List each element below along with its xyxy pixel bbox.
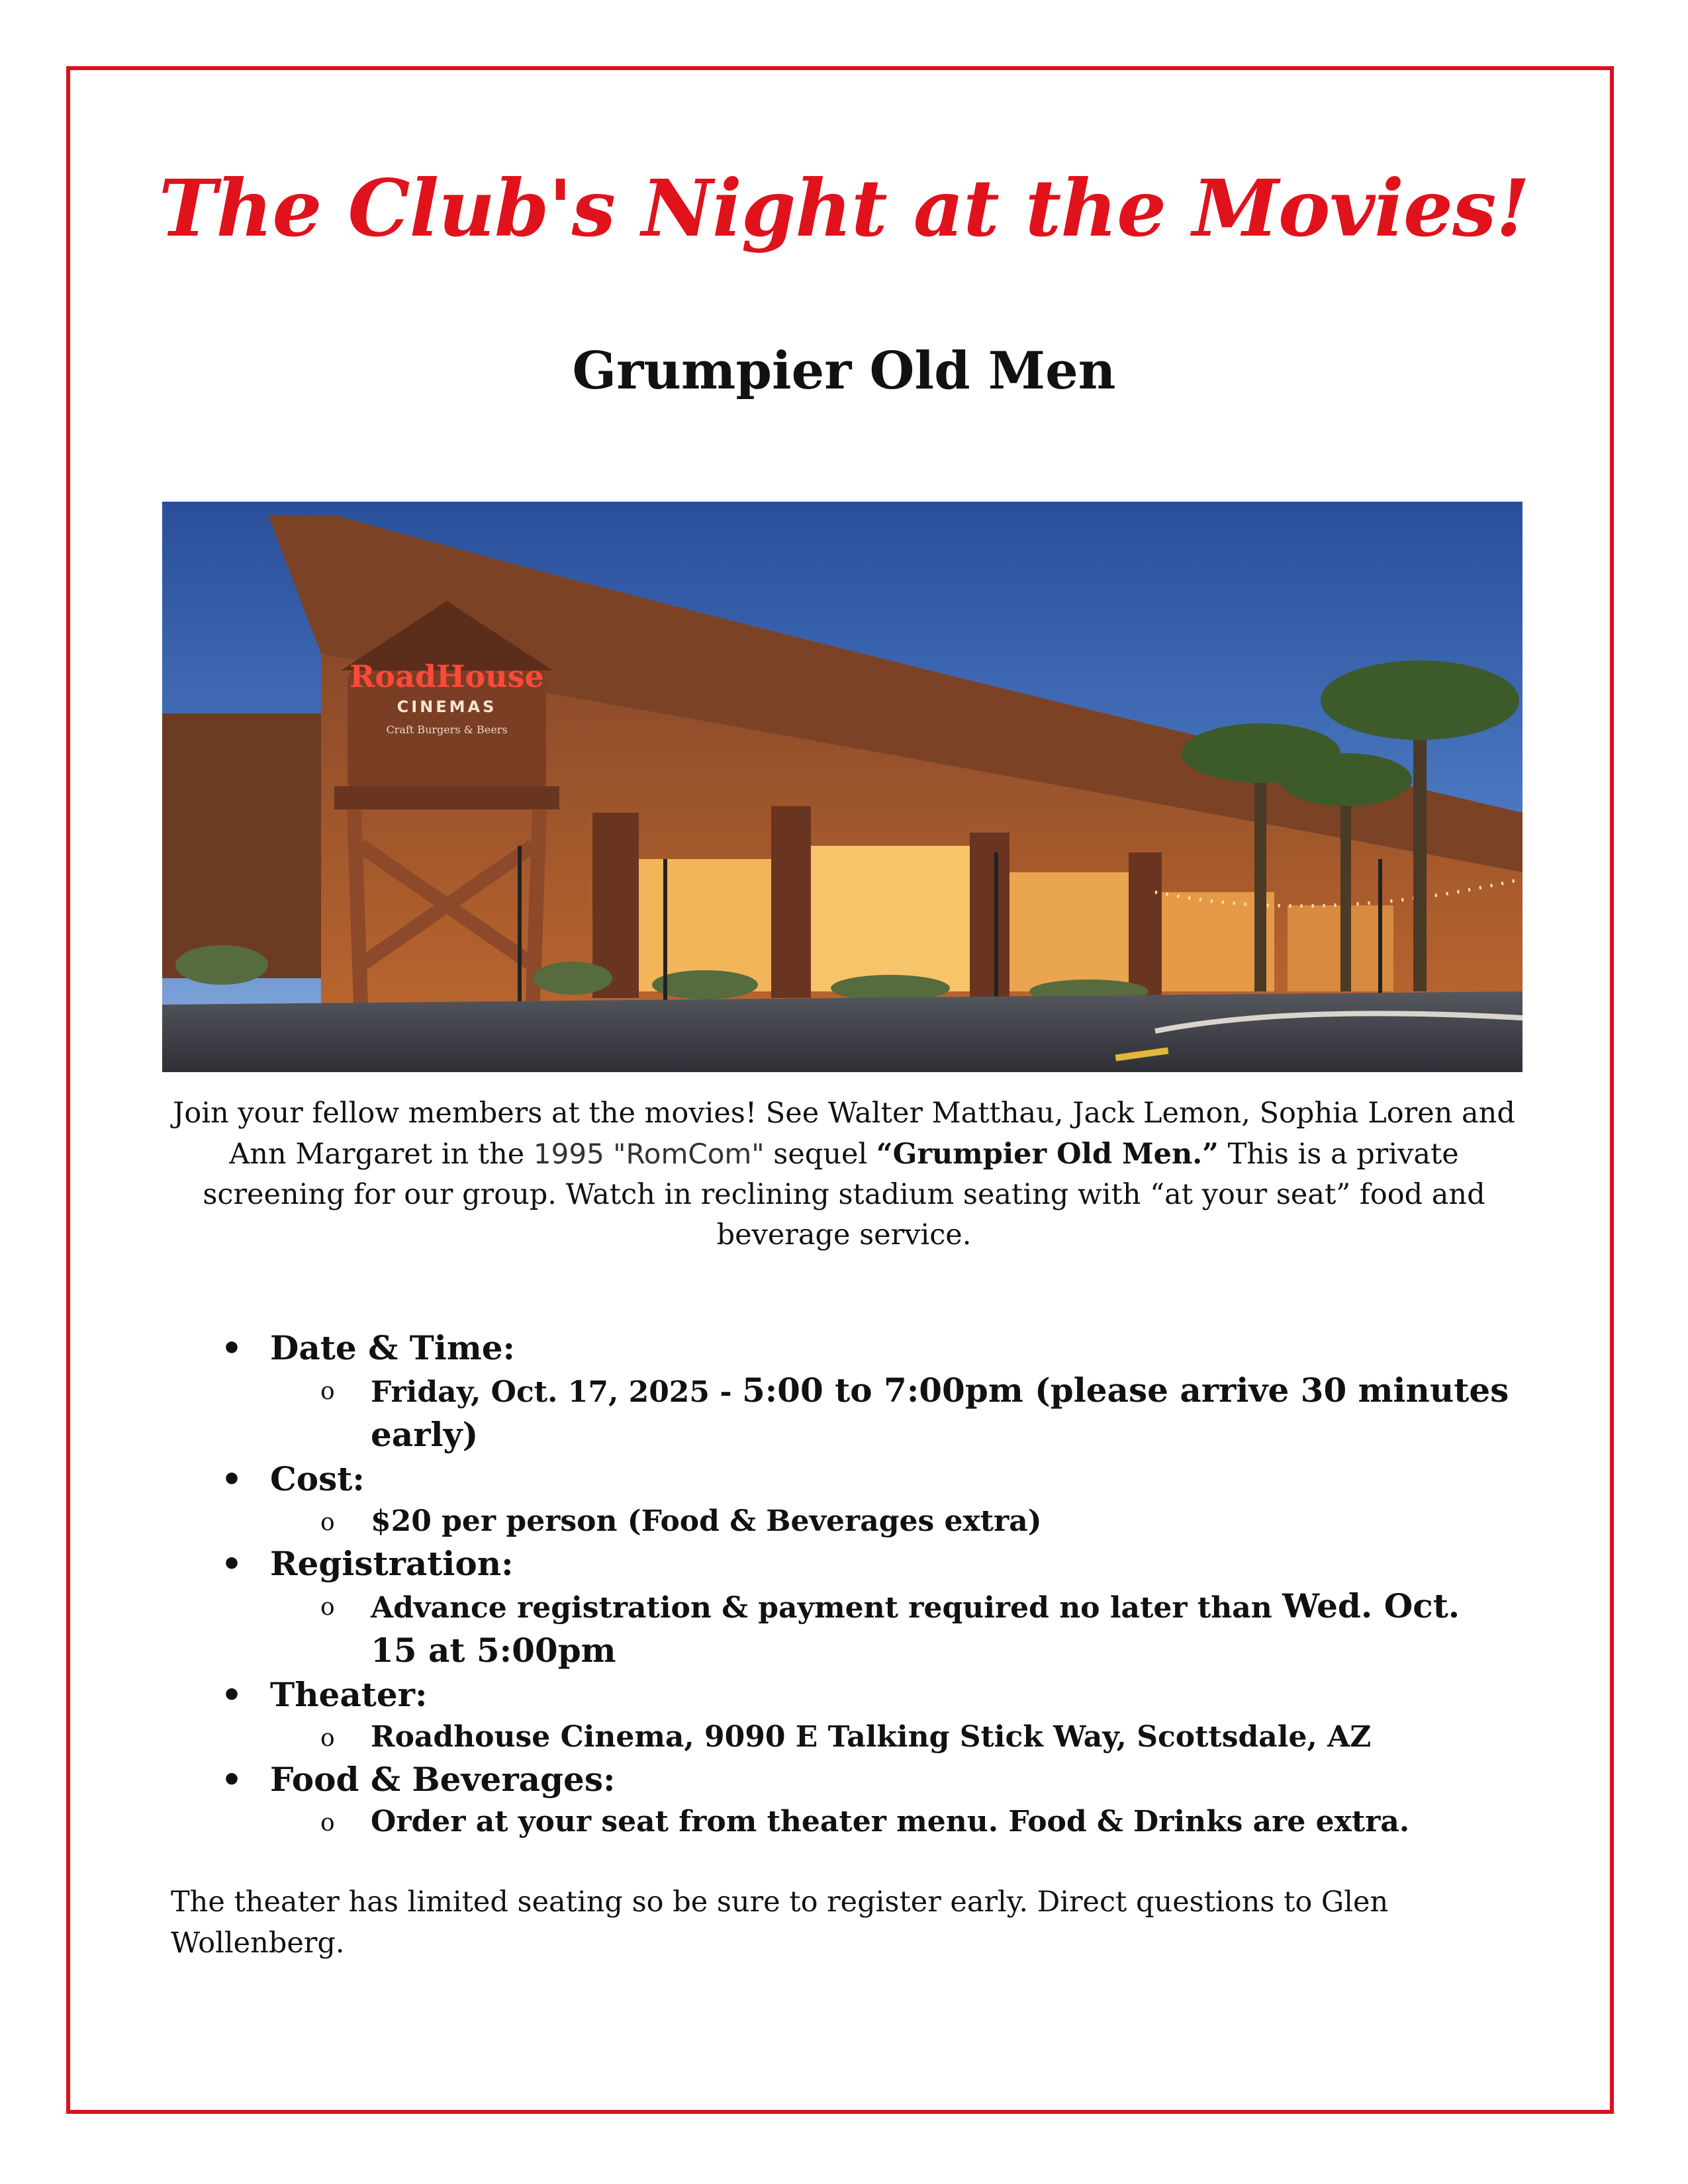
food-value: Order at your seat from theater menu. Food & Drinks are extra.	[371, 1805, 1410, 1839]
detail-registration-value-row	[212, 1585, 1509, 1674]
circle-bullet-icon: o	[320, 1509, 335, 1536]
theater-photo	[162, 502, 1523, 1072]
event-details	[212, 1327, 1509, 1843]
circle-bullet-icon: o	[320, 1378, 335, 1405]
intro-movie-name: “Grumpier Old Men.”	[876, 1138, 1219, 1171]
detail-food-value-row	[212, 1801, 1509, 1843]
date-value-b: 5:00 to 7:00pm (please arrive 30 minutes early)	[371, 1371, 1509, 1454]
intro-text-3: This is a private screening for our group. Watch in reclining stadium seating with “at your seat” food and beverage service.	[203, 1138, 1485, 1251]
sign-sub: CINEMAS	[397, 698, 497, 716]
intro-year-genre: 1995 "RomCom"	[533, 1138, 765, 1170]
intro-text-2: sequel	[764, 1138, 876, 1171]
theater-illustration	[162, 502, 1523, 1072]
cost-value: $20 per person (Food & Beverages extra)	[371, 1504, 1042, 1538]
theater-label: Theater:	[270, 1675, 428, 1714]
food-label: Food & Beverages:	[270, 1760, 616, 1799]
sign-tagline: Craft Burgers & Beers	[386, 723, 508, 736]
detail-cost-label-row	[212, 1458, 1509, 1500]
circle-bullet-icon: o	[320, 1809, 335, 1837]
detail-date-value-row	[212, 1369, 1509, 1458]
date-label: Date & Time:	[270, 1328, 515, 1367]
detail-theater-label-row	[212, 1674, 1509, 1716]
detail-cost-value-row	[212, 1500, 1509, 1543]
registration-value-b: Wed. Oct. 15 at 5:00pm	[371, 1586, 1460, 1670]
circle-bullet-icon: o	[320, 1725, 335, 1752]
circle-bullet-icon: o	[320, 1594, 335, 1621]
date-value-a: Friday, Oct. 17, 2025 -	[371, 1375, 742, 1409]
sign-name: RoadHouse	[350, 659, 544, 694]
detail-theater-value-row	[212, 1716, 1509, 1758]
detail-date-label-row	[212, 1327, 1509, 1369]
intro-paragraph	[169, 1093, 1519, 1255]
intro-text-1: Join your fellow members at the movies! See Walter Matthau, Jack Lemon, Sophia Loren and Ann Margaret in the	[173, 1097, 1515, 1171]
closing-paragraph: The theater has limited seating so be sure to register early. Direct questions to Glen Wollenberg.	[171, 1886, 1389, 1960]
detail-registration-label-row	[212, 1543, 1509, 1585]
registration-label: Registration:	[270, 1544, 514, 1583]
theater-value: Roadhouse Cinema, 9090 E Talking Stick Way, Scottsdale, AZ	[371, 1720, 1372, 1754]
cost-label: Cost:	[270, 1459, 365, 1498]
detail-food-label-row	[212, 1758, 1509, 1801]
registration-value-a: Advance registration & payment required no later than	[371, 1591, 1283, 1625]
bullet-icon: •	[221, 1760, 242, 1799]
bullet-icon: •	[221, 1544, 242, 1583]
page-title: The Club's Night at the Movies!	[158, 162, 1530, 254]
bullet-icon: •	[221, 1459, 242, 1498]
bullet-icon: •	[221, 1675, 242, 1714]
bullet-icon: •	[221, 1328, 242, 1367]
movie-title: Grumpier Old Men	[572, 341, 1116, 401]
